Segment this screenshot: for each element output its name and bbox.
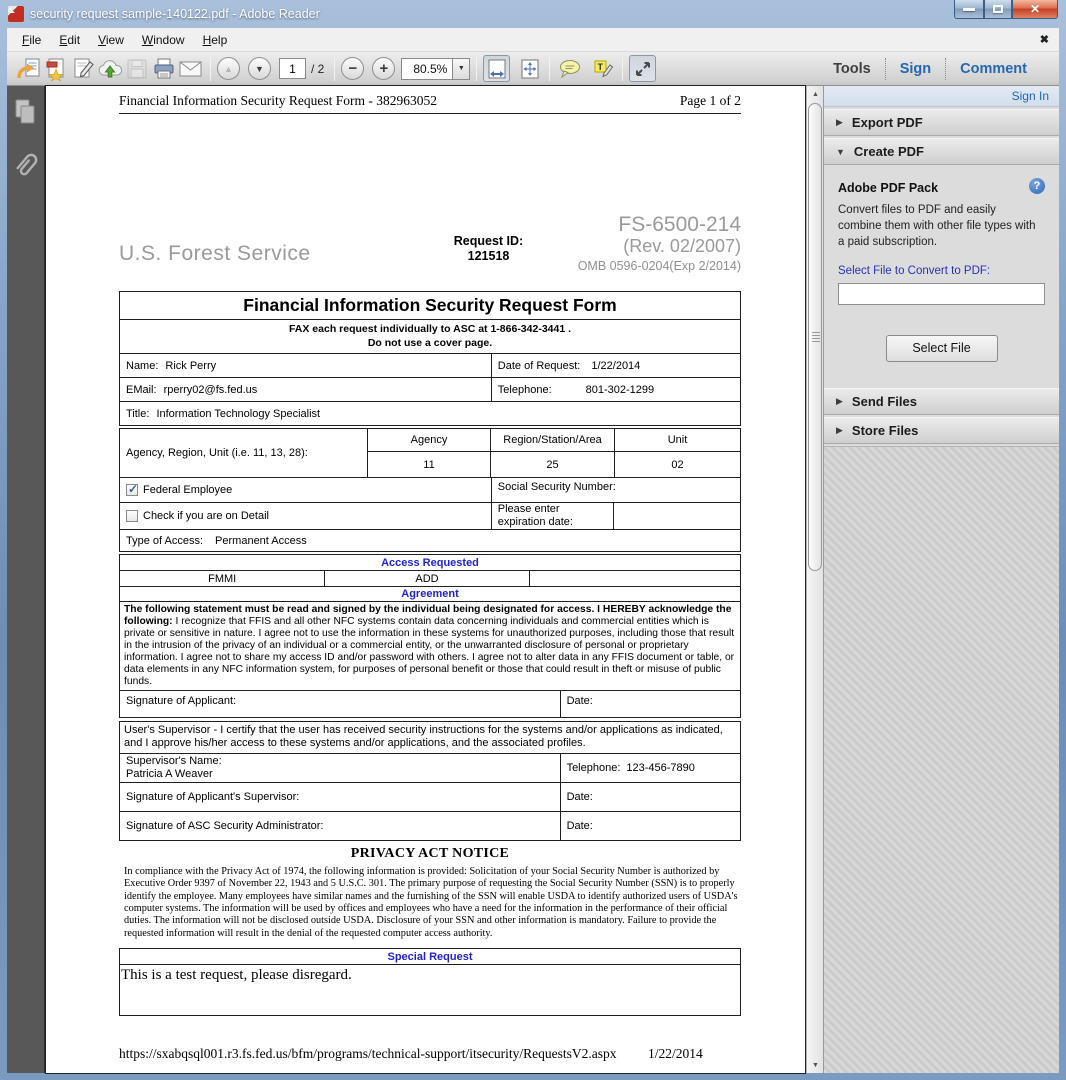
pdf-page-footer	[119, 1046, 703, 1062]
sign-document-icon	[71, 57, 95, 81]
supervisor-name-label: Supervisor's Name:	[126, 754, 222, 767]
open-file-icon	[17, 57, 41, 81]
create-pdf-label: Create PDF	[853, 144, 924, 159]
supervisor-name-row	[119, 753, 741, 783]
sign-document-button[interactable]	[69, 55, 96, 82]
access-empty-cell	[530, 571, 740, 586]
supervisor-signature-row	[119, 782, 741, 812]
supervisor-telephone-label: Telephone:	[566, 762, 621, 775]
on-detail-field	[120, 503, 492, 529]
highlight-text-icon	[591, 58, 615, 80]
footer-url: https://sxabqsql001.r3.fs.fed.us/bfm/programs/technical-support/itsecurity/RequestsV2.aspx	[119, 1046, 617, 1061]
page-total-label: / 2	[311, 61, 325, 76]
toolbar-separator	[210, 57, 211, 81]
toolbar	[7, 52, 1059, 86]
email-icon	[178, 58, 203, 80]
date-of-request-field	[492, 354, 740, 377]
previous-page-button[interactable]	[217, 57, 240, 80]
email-phone-row	[119, 377, 741, 402]
right-tools-panel	[823, 86, 1059, 1073]
telephone-value: 801-302-1299	[585, 383, 655, 396]
sticky-note-button[interactable]	[556, 55, 583, 82]
chevron-right-icon: ▶	[836, 395, 843, 406]
privacy-act-notice-body: In compliance with the Privacy Act of 1974, the following information is provided: Solicitation of your Social Security Number is authorized by Executive Order 9397 of November 22, 1943 and 5 U.S.C. 301. The primary purpose of requesting the Social Security Number (SSN) is to properly identify the employee. Many employees have similar names and the furnishing of the SSN will enable USDA to identify authorized users of USDA's computer systems. The information will be used by offices and employees who have a need for the information in the performance of their official duties. The information will not be disclosed outside USDA. Disclosure of your SSN and other information is mandatory. Failure to provide the requested information will result in the denial of the requested computer access authority.	[124, 866, 738, 939]
special-request-text: This is a test request, please disregard.	[121, 967, 352, 984]
footer-date: 1/22/2014	[647, 1046, 703, 1061]
access-system-value: FMMI	[120, 571, 325, 586]
signature-of-applicant-label: Signature of Applicant:	[120, 691, 561, 717]
zoom-in-button[interactable]	[372, 57, 395, 80]
omb-number: OMB 0596-0204(Exp 2/2014)	[577, 258, 741, 273]
menu-file[interactable]: File	[22, 32, 42, 47]
date-of-request-value: 1/22/2014	[591, 359, 641, 372]
special-request-header: Special Request	[387, 950, 473, 963]
job-title-row	[119, 401, 741, 426]
vertical-scrollbar[interactable]	[806, 86, 823, 1073]
create-pdf-icon	[44, 57, 68, 81]
agency-region-unit-row	[119, 428, 741, 478]
document-area	[45, 86, 806, 1073]
on-detail-checkbox[interactable]	[126, 510, 138, 522]
menu-bar	[7, 28, 1059, 52]
form-revision: (Rev. 02/2007)	[623, 236, 741, 257]
email-value: rperry02@fs.fed.us	[163, 383, 258, 396]
region-header: Region/Station/Area	[491, 429, 615, 451]
pdf-header-page-count: Page 1 of 2	[679, 93, 741, 108]
supervisor-name-value: Patricia A Weaver	[126, 768, 213, 781]
sign-in-link[interactable]: Sign In	[1011, 89, 1049, 103]
chevron-right-icon: ▶	[836, 117, 843, 127]
export-pdf-label: Export PDF	[851, 115, 923, 130]
toolbar-separator	[476, 57, 477, 81]
type-of-access-field	[120, 530, 740, 551]
store-files-label: Store Files	[851, 422, 919, 438]
comment-bubble-icon	[558, 58, 582, 80]
select-file-label: Select File to Convert to PDF:	[838, 264, 991, 277]
name-field	[120, 354, 492, 377]
form-number-block	[578, 214, 741, 273]
on-detail-label: Check if you are on Detail	[143, 510, 269, 522]
pdf-page	[46, 86, 805, 1073]
signature-of-asc-label: Signature of ASC Security Administrator:	[120, 812, 561, 840]
minimize-icon	[963, 8, 975, 11]
aru-table	[368, 429, 740, 477]
type-of-access-value: Permanent Access	[215, 534, 307, 547]
asc-signature-row	[119, 811, 741, 841]
scroll-up-icon[interactable]: ▲	[812, 90, 819, 98]
email-label: EMail:	[126, 383, 157, 396]
export-pdf-section-header[interactable]	[824, 109, 1059, 136]
fit-width-button[interactable]	[483, 55, 510, 82]
title-bar	[0, 0, 1066, 28]
fax-line-1: FAX each request individually to ASC at 1-866-342-3441 .	[288, 322, 572, 335]
window-controls	[954, 0, 1058, 19]
zoom-level-select[interactable]	[401, 58, 470, 80]
name-label: Name:	[126, 359, 159, 372]
open-file-button[interactable]	[15, 55, 42, 82]
agency-value: 11	[368, 452, 491, 477]
request-id-label: Request ID:	[453, 234, 524, 248]
asc-date-label: Date:	[566, 820, 593, 833]
privacy-act-notice-title: PRIVACY ACT NOTICE	[350, 846, 510, 862]
applicant-date-label: Date:	[566, 694, 593, 707]
send-file-cloud-button[interactable]	[96, 55, 123, 82]
name-value: Rick Perry	[165, 359, 217, 372]
supervisor-name-field	[120, 754, 561, 782]
left-navigation-rail	[7, 86, 45, 1073]
name-date-row	[119, 353, 741, 378]
fullscreen-button[interactable]	[629, 55, 656, 82]
request-id-value: 121518	[467, 248, 510, 263]
federal-employee-row	[119, 477, 741, 503]
email-button[interactable]	[177, 55, 204, 82]
maximize-icon	[993, 5, 1003, 13]
organization-name: U.S. Forest Service	[119, 242, 311, 265]
save-icon	[126, 58, 148, 80]
supervisor-telephone-value: 123-456-7890	[626, 762, 695, 775]
page-thumbnails-button[interactable]	[13, 98, 39, 131]
menu-view[interactable]: View	[98, 32, 124, 47]
zoom-out-button[interactable]	[341, 57, 364, 80]
agreement-paragraph	[120, 602, 740, 690]
date-of-request-label: Date of Request:	[497, 359, 581, 372]
signature-of-supervisor-label: Signature of Applicant's Supervisor:	[120, 783, 561, 811]
save-button[interactable]	[123, 55, 150, 82]
scrollbar-thumb[interactable]	[808, 103, 822, 571]
fax-line-2: Do not use a cover page.	[367, 336, 493, 349]
main-content	[7, 86, 1059, 1073]
print-icon	[152, 57, 176, 81]
telephone-field	[492, 378, 740, 401]
select-file-button[interactable]: Select File	[886, 335, 998, 362]
supervisor-telephone-field	[561, 754, 740, 782]
menubar-close-icon[interactable]: ✖	[1039, 34, 1049, 46]
scrollbar-grip	[812, 332, 820, 342]
ssn-label: Social Security Number:	[497, 481, 616, 493]
request-id-block	[431, 234, 546, 264]
close-button[interactable]	[1012, 0, 1058, 19]
fullscreen-icon	[633, 59, 653, 79]
highlight-text-button[interactable]	[589, 55, 616, 82]
chevron-down-icon[interactable]: ▼	[453, 58, 470, 80]
menu-help[interactable]: Help	[202, 32, 228, 47]
scroll-down-icon[interactable]: ▼	[812, 1061, 819, 1069]
plus-icon: +	[379, 60, 389, 77]
access-action-value: ADD	[325, 571, 529, 586]
store-files-section-header[interactable]	[824, 417, 1059, 444]
unit-header: Unit	[667, 434, 688, 446]
send-files-section-header[interactable]	[824, 388, 1059, 415]
pdf-page-header	[119, 93, 741, 114]
job-title-field	[120, 402, 740, 425]
form-title: Financial Information Security Request Form	[243, 295, 617, 315]
unit-value: 02	[671, 458, 684, 471]
federal-employee-checkbox[interactable]	[126, 484, 138, 496]
arrow-down-icon: ▼	[255, 63, 264, 74]
pdf-app-icon	[8, 6, 24, 22]
panel-empty-area	[824, 446, 1059, 1073]
fit-width-icon	[486, 58, 508, 80]
access-requested-row	[119, 570, 741, 587]
zoom-level-value: 80.5%	[401, 58, 453, 80]
window-title: security request sample-140122.pdf - Adobe Reader	[30, 7, 320, 21]
maximize-button[interactable]	[984, 0, 1012, 19]
minus-icon: −	[348, 60, 358, 77]
job-title-label: Title:	[126, 407, 150, 420]
federal-employee-label: Federal Employee	[143, 484, 233, 496]
applicant-signature-row	[119, 690, 741, 718]
create-pdf-button[interactable]	[42, 55, 69, 82]
agreement-header: Agreement	[401, 588, 459, 600]
create-pdf-section-header[interactable]	[824, 138, 1059, 165]
access-requested-header: Access Requested	[381, 556, 479, 569]
type-of-access-row	[119, 529, 741, 552]
page-thumbnails-icon	[13, 98, 39, 126]
tools-tab[interactable]: Tools	[833, 60, 871, 77]
detail-row	[119, 502, 741, 530]
minimize-button[interactable]	[954, 0, 984, 19]
type-of-access-label: Type of Access:	[126, 534, 204, 547]
comment-tab[interactable]: Comment	[960, 60, 1027, 77]
telephone-label: Telephone:	[497, 383, 552, 396]
form-number: FS-6500-214	[618, 213, 741, 236]
expiration-date-value	[614, 503, 740, 529]
arrow-up-icon: ▲	[224, 63, 233, 74]
create-pdf-section-body	[824, 165, 1059, 386]
paperclip-icon	[13, 149, 39, 183]
toolbar-separator	[549, 57, 550, 81]
page-number-input[interactable]	[279, 58, 306, 79]
expiration-date-label: Please enter expiration date:	[492, 503, 615, 529]
toolbar-separator	[622, 57, 623, 81]
toolbar-panels-nav	[819, 57, 1041, 81]
email-field	[120, 378, 492, 401]
help-icon[interactable]: ?	[1029, 178, 1045, 194]
print-button[interactable]	[150, 55, 177, 82]
supervisor-date-label: Date:	[566, 791, 593, 804]
fax-instructions	[120, 320, 740, 353]
menu-edit[interactable]: Edit	[59, 32, 81, 47]
supervisor-certification: User's Supervisor - I certify that the user has received security instructions for the systems and/or applications as indicated, and I approve his/her access to these systems and/or applications, and the associated profiles.	[124, 723, 723, 750]
next-page-button[interactable]	[248, 57, 271, 80]
region-value: 25	[491, 452, 615, 477]
adobe-pdf-pack-title: Adobe PDF Pack	[838, 181, 939, 195]
fit-page-button[interactable]	[516, 55, 543, 82]
sign-in-bar	[824, 86, 1059, 107]
chevron-right-icon: ▶	[836, 424, 843, 435]
chevron-down-icon: ▼	[836, 146, 845, 157]
menu-window[interactable]: Window	[141, 32, 185, 47]
toolbar-separator	[334, 57, 335, 81]
job-title-value: Information Technology Specialist	[156, 407, 321, 420]
fit-page-icon	[519, 58, 541, 80]
pdf-header-title: Financial Information Security Request Form - 382963052	[119, 93, 437, 108]
federal-employee-field	[120, 478, 492, 502]
agreement-body: I recognize that FFIS and all other NFC systems contain data concerning individuals and commercial entities which is private or sensitive in nature. I agree not to use the information in these systems for unauthorized purposes, including those that result in the intrusion of the privacy of an individual or a commercial entity, or the unwarranted disclosure of personal or proprietary information. I agree not to share my access ID and/or password with others. I agree not to alter data in any FFIS document or table, or data elements in any NFC information system, for purposes of personal benefit or those that could result in theft or misuse of public funds.	[124, 615, 735, 687]
close-icon: ✕	[1029, 2, 1041, 16]
file-to-convert-input[interactable]	[838, 283, 1045, 305]
agreement-intro: The following statement must be read and signed by the individual being designated for access. I HEREBY acknowledge the following:	[124, 604, 732, 627]
attachments-button[interactable]	[13, 149, 39, 188]
send-files-label: Send Files	[851, 393, 917, 409]
security-request-form	[119, 292, 741, 1016]
svg-text:T: T	[597, 61, 603, 72]
sign-tab[interactable]: Sign	[899, 60, 932, 77]
cloud-upload-icon	[97, 57, 123, 81]
aru-label: Agency, Region, Unit (i.e. 11, 13, 28):	[120, 429, 368, 477]
adobe-pdf-pack-description: Convert files to PDF and easily combine them with other file types with a paid subscription.	[838, 204, 1036, 248]
agency-header: Agency	[368, 429, 491, 451]
